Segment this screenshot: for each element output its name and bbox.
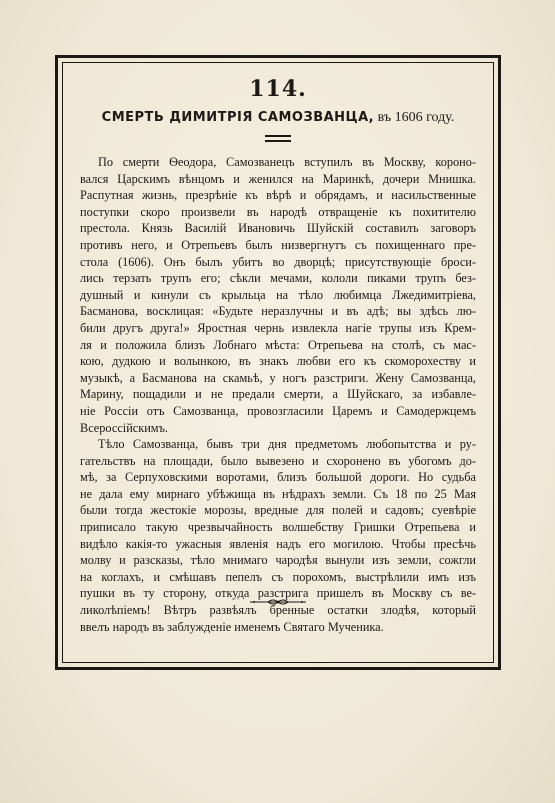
text-line: гательствъ на площади, было вывезено и схоронено въ убогомъ до-: [80, 453, 476, 468]
text-line: престола. Князь Василій Ивановичь Шуйскій составилъ заговоръ: [80, 221, 476, 236]
text-line: били другъ друга!» Яростная чернь извлекла нагіе трупы изъ Крем-: [80, 320, 476, 335]
text-line: поступки скоро произвели въ народѣ отвращеніе къ похитителю: [80, 204, 476, 219]
article-number: 114.: [249, 76, 307, 102]
text-line: По смерти Ѳеодора, Самозванецъ вступилъ въ Москву, короно-: [98, 155, 476, 169]
text-line: ввелъ народъ въ заблужденіе именемъ Святаго Мученика.: [80, 619, 384, 634]
text-line: мѣ, за Серпуховскими воротами, близъ большой дороги. Но судьба: [80, 470, 476, 485]
text-line: Тѣло Самозванца, бывъ три дня предметомъ любопытства и ру-: [98, 437, 476, 452]
article-title-main: СМЕРТЬ ДИМИТРІЯ САМОЗВАНЦА,: [101, 110, 375, 125]
article-body: [80, 154, 476, 635]
text-line: Распутная жизнь, презрѣніе къ вѣрѣ и обрядамъ, и насильственные: [80, 188, 476, 203]
text-line: Басманова, восклицая: «Будьте неразлучны и въ адѣ; вы здѣсь лю-: [80, 304, 476, 319]
text-line: лись терзать трупъ его; сѣкли мечами, кололи пиками трупъ без-: [80, 271, 476, 286]
text-line: молву и разсказы, тѣло мнимаго чародѣя вынули изъ земли, сожгли: [80, 553, 476, 568]
text-line: ля и положила близъ Лобнаго мѣста: Отрепьева на столѣ, съ мас-: [80, 337, 476, 352]
paragraph-1: [80, 154, 476, 436]
article-title-sub: въ 1606 году.: [374, 110, 455, 125]
text-line: кою, дудкою и волынкою, въ знакъ любви его къ скоморохеству и: [80, 354, 476, 369]
text-line: стола (1606). Онъ былъ убитъ во дворцѣ; присутствующіе броси-: [80, 254, 476, 269]
text-line: музыкѣ, а Басманова на скамьѣ, у ногъ разстриги. Жену Самозванца,: [80, 370, 476, 385]
text-line: не дала ему мирнаго убѣжища въ нѣдрахъ земли. Съ 18 по 25 Мая: [80, 486, 476, 501]
article-content: [80, 76, 476, 635]
text-line: ніе Россіи отъ Самозванца, провозгласили Царемъ и Самодержцемъ: [80, 403, 476, 418]
text-line: душный и кинули съ крыльца на тѣло любимца Лжедимитріева,: [80, 287, 476, 302]
text-line: ликолѣпіемъ! Вѣтръ развѣялъ бренные остатки злодѣя, который: [80, 603, 476, 618]
text-line: Всероссійскимъ.: [80, 420, 169, 435]
title-separator: [265, 135, 291, 142]
article-title: [80, 108, 476, 127]
text-line: приписало такую чрезвычайность волшебству Гришки Отрепьева и: [80, 520, 476, 535]
text-line: Марину, пощадили и не предали смерти, а Шуйскаго, за избавле-: [80, 387, 476, 402]
text-line: видѣло какія-то ужасныя явленія надъ его могилою. Чтобы пресѣчь: [80, 536, 476, 551]
text-line: вался Царскимъ вѣнцомъ и женился на Маринкѣ, дочери Мнишка.: [80, 171, 476, 186]
text-line: пушки въ ту сторону, откуда разстрига пришелъ въ Москву съ ве-: [80, 586, 476, 601]
text-line: были тогда жестокіе морозы, вредные для полей и садовъ; суевѣріе: [80, 503, 476, 518]
text-line: на коглахъ, и смѣшавъ пепелъ съ порохомъ, выстрѣлили имъ изъ: [80, 569, 476, 584]
end-ornament: [248, 597, 308, 607]
text-line: противъ него, и Отрепьевъ былъ низвергнутъ съ похищеннаго пре-: [80, 237, 476, 252]
